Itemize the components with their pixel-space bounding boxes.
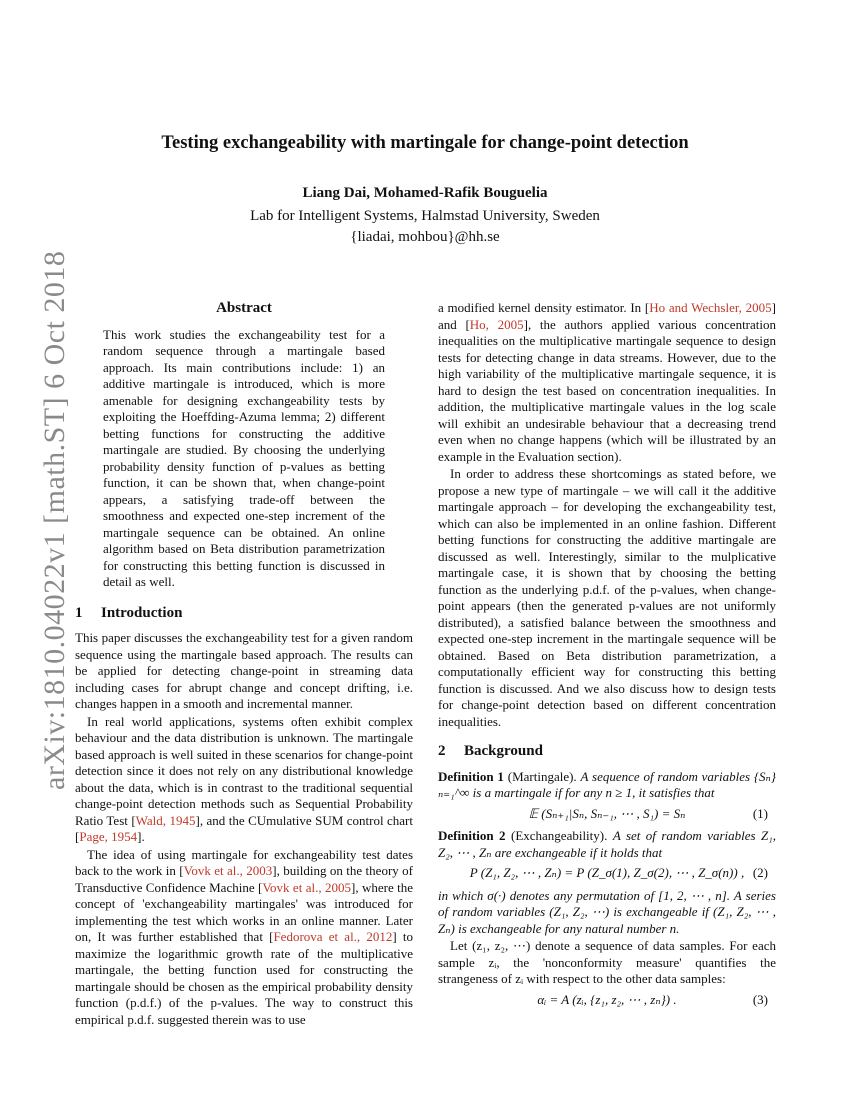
equation-3: [438, 992, 776, 1009]
citation-link[interactable]: Vovk et al., 2003: [183, 863, 273, 878]
equation-number: (3): [752, 991, 768, 1007]
equation-2: [438, 865, 776, 882]
citation-link[interactable]: Page, 1954: [79, 829, 138, 844]
right-paragraph-2: In order to address these shortcomings as stated before, we propose a new type of martingale – we will call it the additive martingale approach – for developing the exchangeability test, which can also be implemented in an online fashion. Different betting functions for constructing the additive martingale are discussed as well. Interestingly, similar to the mulplicative martingale case, it is shown that by choosing the betting function as the underlying p.d.f. of the p-values, when change-point appears (then the generated p-values are not uniformly distributed), a satisfied balance between the smoothness and expected one-step increment in the martingale sequence will be obtained. Based on Beta distribution parametrization, a computationally efficient way for constructing this betting function is discussed. And we also discuss how to design tests for change-point detection based on different concentration inequalities.: [438, 466, 776, 729]
definition-1: [438, 769, 776, 802]
arxiv-stamp: arXiv:1810.04022v1 [math.ST] 6 Oct 2018: [38, 250, 71, 790]
definition-name: (Martingale).: [507, 768, 577, 784]
background-heading: [438, 743, 776, 760]
authors: Liang Dai, Mohamed-Rafik Bouguelia: [302, 185, 548, 201]
intro-paragraph-1: This paper discusses the exchangeability test for a given random sequence using the martingale based approach. The results can be applied for detecting change-point in streaming data including cases for abrupt change and concept drifting, i.e. changes happen in a smooth and incremental manner.: [75, 630, 413, 711]
citation-link[interactable]: Vovk et al., 2005: [262, 879, 351, 895]
left-column: [75, 300, 413, 1029]
definition-2-continuation: in which σ(·) denotes any permutation of [1, 2, ⋯ , n]. A series of random variables (Z₁, Z₂, ⋯) is exchangeable if (Z₁, Z₂, ⋯ , Zₙ) is exchangeable for any natural number n.: [438, 887, 776, 936]
section-title: Introduction: [101, 604, 183, 621]
section-title: Background: [464, 743, 543, 759]
intro-heading: [75, 605, 413, 622]
definition-body: A set of random variables Z₁, Z₂, ⋯ , Zₙ are exchangeable if it holds that: [438, 828, 777, 860]
equation-number: (2): [752, 865, 768, 880]
citation-link[interactable]: Ho and Wechsler, 2005: [649, 300, 772, 315]
affiliation: Lab for Intelligent Systems, Halmstad University, Sweden: [250, 208, 600, 224]
definition-name: (Exchangeability).: [510, 828, 608, 843]
citation-link[interactable]: Fedorova et al., 2012: [273, 929, 393, 944]
paper-title: Testing exchangeability with martingale for change-point detection: [161, 133, 689, 153]
section-number: 1: [75, 604, 83, 621]
right-paragraph-1: a modified kernel density estimator. In [Ho and Wechsler, 2005] and [Ho, 2005], the authors applied various concentration inequalities on the multiplicative martingale sequence to design tests for detecting change in data streams. However, due to the high variability of the multiplicative martingale sequence, it is hard to design the test based on concentration inequalities. In addition, the multiplicative martingale values in the log scale will exhibit an undesirable behaviour that a decreasing trend even when no change happens (which will be illustrated by an example in the Evaluation section).: [438, 300, 777, 464]
definition-2: [438, 828, 776, 861]
right-column: [438, 300, 776, 1014]
affiliation-block: [0, 206, 850, 248]
intro-paragraph-3: The idea of using martingale for exchangeability test dates back to the work in [Vovk et al., 2003], building on the theory of Transductive Confidence Machine [Vovk et al., 2005], where the concept of 'exchangeability martingales' was introduced for implementing the test which works in an online manner. Later on, It was further established that [Fedorova et al., 2012] to maximize the logarithmic growth rate of the multiplicative martingale, the betting function used for constructing the martingale should be chosen as the empirical probability density function (p.d.f.) of the p-values. The way to construct this empirical p.d.f. suggested therein was to use: [75, 846, 414, 1027]
definition-label: Definition 2: [438, 828, 506, 843]
definition-label: Definition 1: [438, 768, 504, 784]
abstract-text: This work studies the exchangeability test for a random sequence through a martingale based approach. Its main contributions include: 1) an additive martingale is introduced, which is more amenable for designing exchangeability tests by exploiting the Hoeffding-Azuma lemma; 2) different betting functions for constructing the additive martingale are studied. By choosing the underlying probability density function of p-values as betting function, it can be shown that, when change-point appears, a satisfying trade-off between the smoothness and expected one-step increment of the martingale sequence can be obtained. An online algorithm based on Beta distribution parametrization for constructing this betting function is discussed in detail as well.: [103, 326, 385, 589]
email: {liadai, mohbou}@hh.se: [350, 229, 500, 245]
background-paragraph: Let (z₁, z₂, ⋯) denote a sequence of data samples. For each sample zᵢ, the 'nonconformity measure' quantifies the strangeness of zᵢ with respect to the other data samples:: [438, 938, 776, 986]
abstract-heading: Abstract: [216, 300, 272, 316]
section-number: 2: [438, 743, 446, 759]
citation-link[interactable]: Wald, 1945: [135, 812, 196, 828]
intro-paragraph-2: In real world applications, systems often exhibit complex behaviour and the data distribution is unknown. The martingale based approach is well suited in these scenarios for change-point detection since it does not rely on any distributional knowledge about the data, which is in contrast to the traditional sequential change-point detection methods such as Sequential Probability Ratio Test [Wald, 1945], and the CUmulative SUM control chart [Page, 1954].: [75, 713, 413, 844]
equation-body: αᵢ = A (zᵢ, {z₁, z₂, ⋯ , zₙ}) .: [537, 991, 677, 1007]
equation-1: [438, 806, 776, 823]
citation-link[interactable]: Ho, 2005: [469, 316, 524, 332]
equation-number: (1): [752, 805, 768, 821]
definition-body: A sequence of random variables {Sₙ}ₙ₌₁^∞ is a martingale if for any n ≥ 1, it satisfies that: [438, 768, 776, 800]
equation-body: P (Z₁, Z₂, ⋯ , Zₙ) = P (Z_σ(1), Z_σ(2), ⋯ , Z_σ(n)) ,: [469, 865, 745, 880]
equation-body: 𝔼 (Sₙ₊₁|Sₙ, Sₙ₋₁, ⋯ , S₁) = Sₙ: [528, 805, 686, 821]
